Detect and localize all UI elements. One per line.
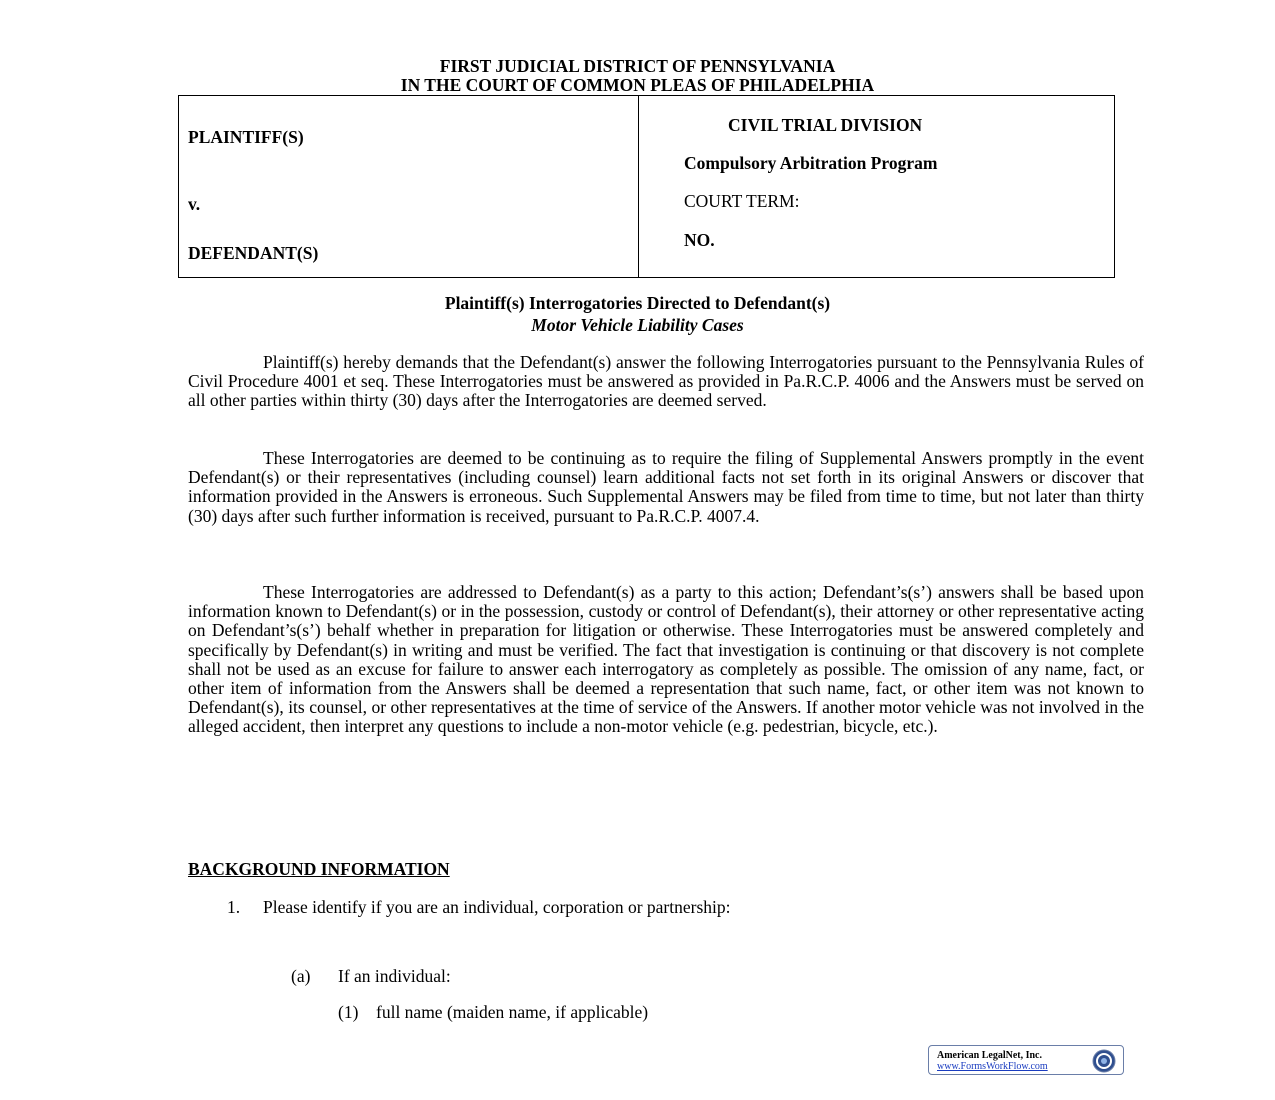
court-name-heading: IN THE COURT OF COMMON PLEAS OF PHILADELPHIA bbox=[400, 75, 875, 95]
court-term-label: COURT TERM: bbox=[684, 191, 800, 211]
american-legalnet-logo[interactable] bbox=[928, 1045, 1124, 1075]
globe-icon bbox=[1088, 1048, 1120, 1074]
question-1-number: 1. bbox=[227, 897, 241, 917]
case-caption-box bbox=[178, 95, 1115, 278]
versus-label: v. bbox=[188, 194, 201, 214]
section-heading: BACKGROUND INFORMATION bbox=[188, 859, 450, 879]
question-1a-label: (a) bbox=[291, 966, 311, 986]
paragraph-demand: Plaintiff(s) hereby demands that the Defendant(s) answer the following Interrogatories pursuant to the Pennsylvania Rules of Civil Procedure 4001 et seq. These Interrogatories must be answered as provided in Pa.R.C.P. 4006 and the Answers must be served on all other parties within thirty (30) days after the Interrogatories are deemed served. bbox=[188, 352, 1144, 411]
case-number-label: NO. bbox=[684, 230, 715, 250]
question-1a-text: If an individual: bbox=[338, 966, 451, 986]
document-subtitle: Motor Vehicle Liability Cases bbox=[531, 315, 744, 335]
logo-brand-text: American LegalNet, Inc. bbox=[937, 1050, 1042, 1061]
court-district-heading: FIRST JUDICIAL DISTRICT OF PENNSYLVANIA bbox=[439, 56, 836, 76]
logo-url-link[interactable]: www.FormsWorkFlow.com bbox=[937, 1061, 1048, 1072]
document-title: Plaintiff(s) Interrogatories Directed to Defendant(s) bbox=[444, 293, 831, 313]
defendant-label: DEFENDANT(S) bbox=[188, 243, 319, 263]
program-label: Compulsory Arbitration Program bbox=[684, 153, 938, 173]
question-1-text: Please identify if you are an individual, corporation or partnership: bbox=[263, 897, 731, 917]
question-1a1-text: full name (maiden name, if applicable) bbox=[376, 1002, 649, 1022]
caption-divider bbox=[638, 96, 639, 277]
paragraph-addressed: These Interrogatories are addressed to Defendant(s) as a party to this action; Defendant’s(s’) answers shall be based upon information known to Defendant(s) or in the possession, custody or control of Defendant(s), their attorney or other representative acting on Defendant’s(s’) behalf whether in preparation for litigation or otherwise. These Interrogatories must be answered completely and specifically by Defendant(s) in writing and must be verified. The fact that investigation is continuing or that discovery is not complete shall not be used as an excuse for failure to answer each interrogatory as completely as possible. The omission of any name, fact, or other item of information from the Answers shall be deemed a representation that such name, fact, or other item was not known to Defendant(s), its counsel, or other representatives at the time of service of the Answers. If another motor vehicle was not involved in the alleged accident, then interpret any questions to include a non-motor vehicle (e.g. pedestrian, bicycle, etc.). bbox=[188, 582, 1144, 737]
division-label: CIVIL TRIAL DIVISION bbox=[728, 115, 923, 135]
paragraph-continuing: These Interrogatories are deemed to be continuing as to require the filing of Supplemental Answers promptly in the event Defendant(s) or their representatives (including counsel) learn additional facts not set forth in its original Answers or discover that information provided in the Answers is erroneous. Such Supplemental Answers may be filed from time to time, but not later than thirty (30) days after such further information is received, pursuant to Pa.R.C.P. 4007.4. bbox=[188, 448, 1144, 526]
plaintiff-label: PLAINTIFF(S) bbox=[188, 127, 304, 147]
question-1a1-label: (1) bbox=[338, 1002, 359, 1022]
